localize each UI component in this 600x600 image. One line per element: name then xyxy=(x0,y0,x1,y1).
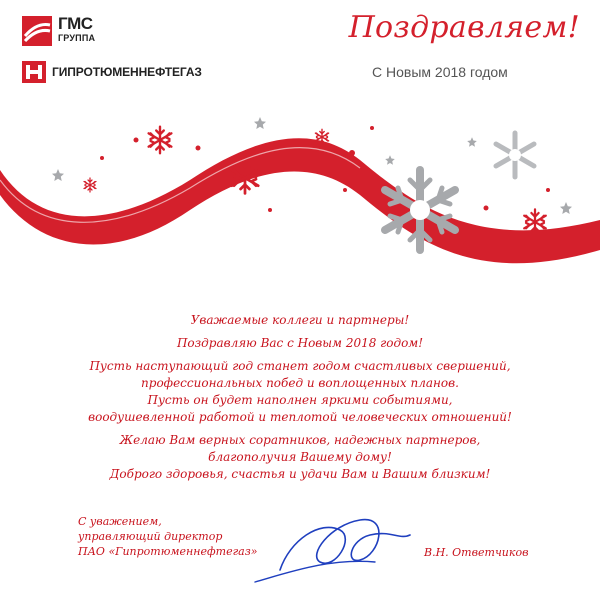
message-wish-line: профессиональных побед и воплощенных планов. xyxy=(141,376,459,390)
message-greeting: Уважаемые коллеги и партнеры! xyxy=(190,313,410,327)
gms-logo-mark xyxy=(22,16,52,46)
message-wish-line: Доброго здоровья, счастья и удачи Вам и Вашим близким! xyxy=(109,467,491,481)
signature-closing: С уважением, xyxy=(78,515,162,528)
giprotyumenneftegaz-logo xyxy=(22,60,262,84)
gtn-logo-word: ГИПРОТЮМЕННЕФТЕГАЗ xyxy=(52,65,202,79)
message-congrats: Поздравляю Вас с Новым 2018 годом! xyxy=(176,336,424,350)
signature-block xyxy=(78,514,278,559)
message-wish-line: воодушевленной работой и теплотой человеческих отношений! xyxy=(88,410,512,424)
message-wish-line: Желаю Вам верных соратников, надежных партнеров, xyxy=(119,433,481,447)
star-gray-icon xyxy=(385,155,395,165)
gms-logo-word: ГМС xyxy=(58,14,93,33)
gms-logo-sub: ГРУППА xyxy=(58,33,96,43)
snowflake-red-icon xyxy=(149,127,172,154)
message-wish-line: Пусть он будет наполнен яркими событиями, xyxy=(147,393,453,407)
snowflake-gray-medium-icon xyxy=(496,133,534,177)
star-gray-icon xyxy=(254,117,266,129)
message-wish-line: благополучия Вашему дому! xyxy=(208,450,392,464)
greeting-title: Поздравляем! xyxy=(348,10,580,45)
gtn-logo-mark xyxy=(22,61,46,83)
message-wish-line: Пусть наступающий год станет годом счастливых свершений, xyxy=(89,359,511,373)
signatory-name: В.Н. Ответчиков xyxy=(424,546,529,559)
handwritten-signature xyxy=(250,500,420,590)
signature-company: ПАО «Гипротюменнефтегаз» xyxy=(78,545,258,558)
star-gray-icon xyxy=(52,169,64,181)
star-gray-icon xyxy=(560,202,572,214)
star-gray-icon xyxy=(467,137,477,147)
greeting-subtitle: С Новым 2018 годом xyxy=(372,64,508,80)
snowflake-red-icon xyxy=(84,178,96,192)
signature-position: управляющий директор xyxy=(78,530,223,543)
gms-group-logo xyxy=(22,16,192,50)
message-body xyxy=(40,312,560,483)
ribbon-snowflake-decoration xyxy=(0,100,600,300)
